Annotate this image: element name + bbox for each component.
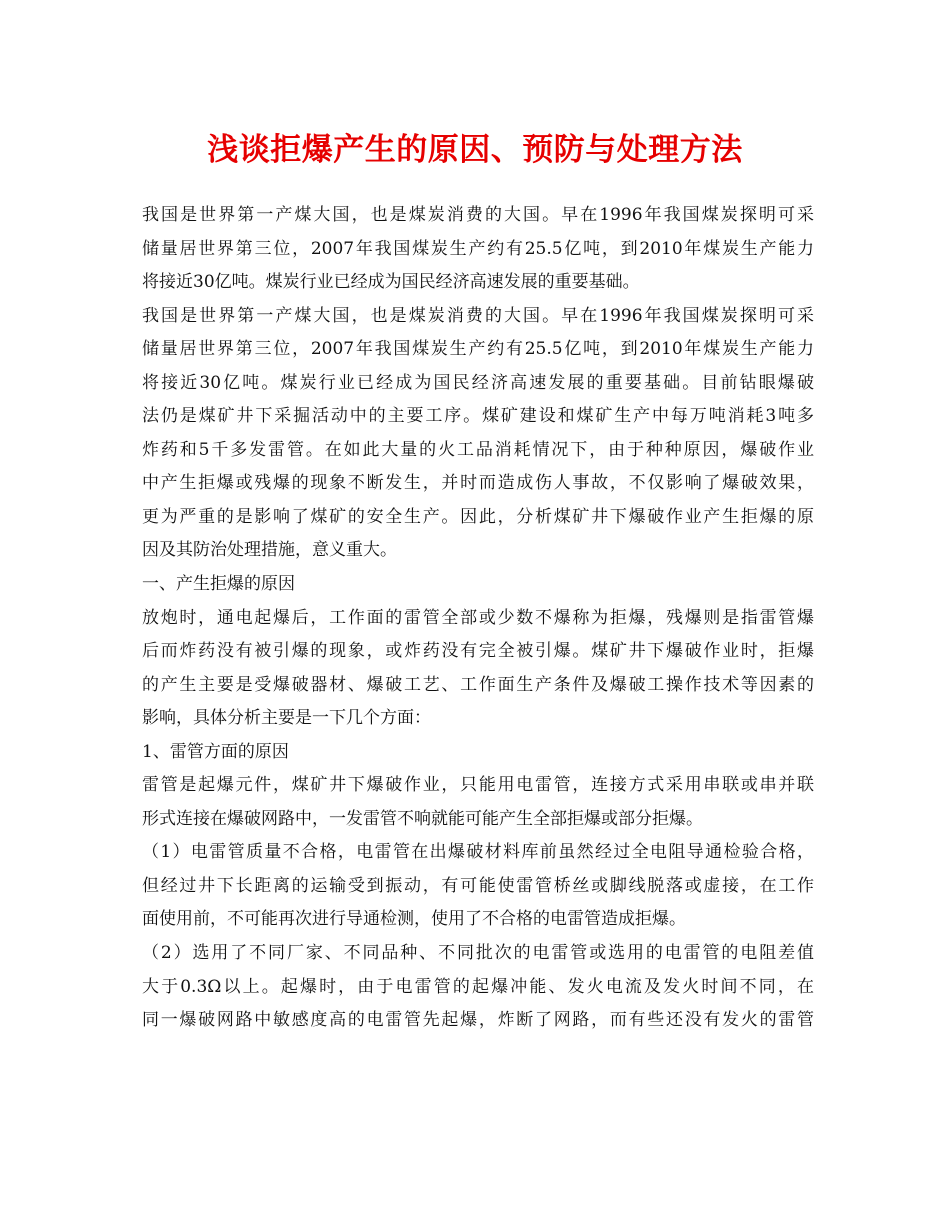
paragraph-line: 雷管是起爆元件，煤矿井下爆破作业，只能用电雷管，连接方式采用串联或串并联 [142, 775, 814, 796]
paragraph-line: 影响，具体分析主要是一下几个方面： [142, 708, 431, 729]
paragraph-line: 更为严重的是影响了煤矿的安全生产。因此，分析煤矿井下爆破作业产生拒爆的原 [142, 506, 814, 527]
paragraph-line: 一、产生拒爆的原因 [142, 574, 295, 595]
paragraph-line: 炸药和5千多发雷管。在如此大量的火工品消耗情况下，由于种种原因，爆破作业 [142, 439, 814, 460]
paragraph-line: 后而炸药没有被引爆的现象，或炸药没有完全被引爆。煤矿井下爆破作业时，拒爆 [142, 641, 814, 662]
paragraph-line: 储量居世界第三位，2007年我国煤炭生产约有25.5亿吨，到2010年煤炭生产能力 [142, 339, 814, 360]
paragraph-line: 将接近30亿吨。煤炭行业已经成为国民经济高速发展的重要基础。目前钻眼爆破 [142, 372, 814, 393]
paragraph-line: 将接近30亿吨。煤炭行业已经成为国民经济高速发展的重要基础。 [142, 272, 640, 293]
paragraph-line: 的产生主要是受爆破器材、爆破工艺、工作面生产条件及爆破工操作技术等因素的 [142, 674, 814, 695]
paragraph-line: 1、雷管方面的原因 [142, 741, 289, 762]
paragraph-line: （2）选用了不同厂家、不同品种、不同批次的电雷管或选用的电雷管的电阻差值 [142, 943, 814, 964]
paragraph-line: （1）电雷管质量不合格，电雷管在出爆破材料库前虽然经过全电阻导通检验合格， [142, 842, 814, 863]
paragraph-line: 我国是世界第一产煤大国，也是煤炭消费的大国。早在1996年我国煤炭探明可采 [142, 305, 814, 326]
paragraph-line: 放炮时，通电起爆后，工作面的雷管全部或少数不爆称为拒爆，残爆则是指雷管爆 [142, 607, 814, 628]
paragraph-line: 形式连接在爆破网路中，一发雷管不响就能可能产生全部拒爆或部分拒爆。 [142, 808, 703, 829]
paragraph-line: 我国是世界第一产煤大国，也是煤炭消费的大国。早在1996年我国煤炭探明可采 [142, 205, 814, 225]
paragraph-line: 大于0.3Ω以上。起爆时，由于电雷管的起爆冲能、发火电流及发火时间不同，在 [142, 976, 814, 997]
paragraph-line: 同一爆破网路中敏感度高的电雷管先起爆，炸断了网路，而有些还没有发火的雷管 [142, 1010, 814, 1031]
paragraph-line: 法仍是煤矿井下采掘活动中的主要工序。煤矿建设和煤矿生产中每万吨消耗3吨多 [142, 406, 814, 427]
paragraph-line: 中产生拒爆或残爆的现象不断发生，并时而造成伤人事故，不仅影响了爆破效果， [142, 473, 814, 494]
paragraph-line: 但经过井下长距离的运输受到振动，有可能使雷管桥丝或脚线脱落或虚接，在工作 [142, 875, 814, 896]
paragraph-line: 储量居世界第三位，2007年我国煤炭生产约有25.5亿吨，到2010年煤炭生产能力 [142, 238, 814, 259]
paragraph-line: 面使用前，不可能再次进行导通检测，使用了不合格的电雷管造成拒爆。 [142, 909, 686, 930]
document-title: 浅谈拒爆产生的原因、预防与处理方法 [207, 132, 743, 168]
paragraph-line: 因及其防治处理措施，意义重大。 [142, 540, 397, 561]
document-body [142, 199, 814, 1038]
